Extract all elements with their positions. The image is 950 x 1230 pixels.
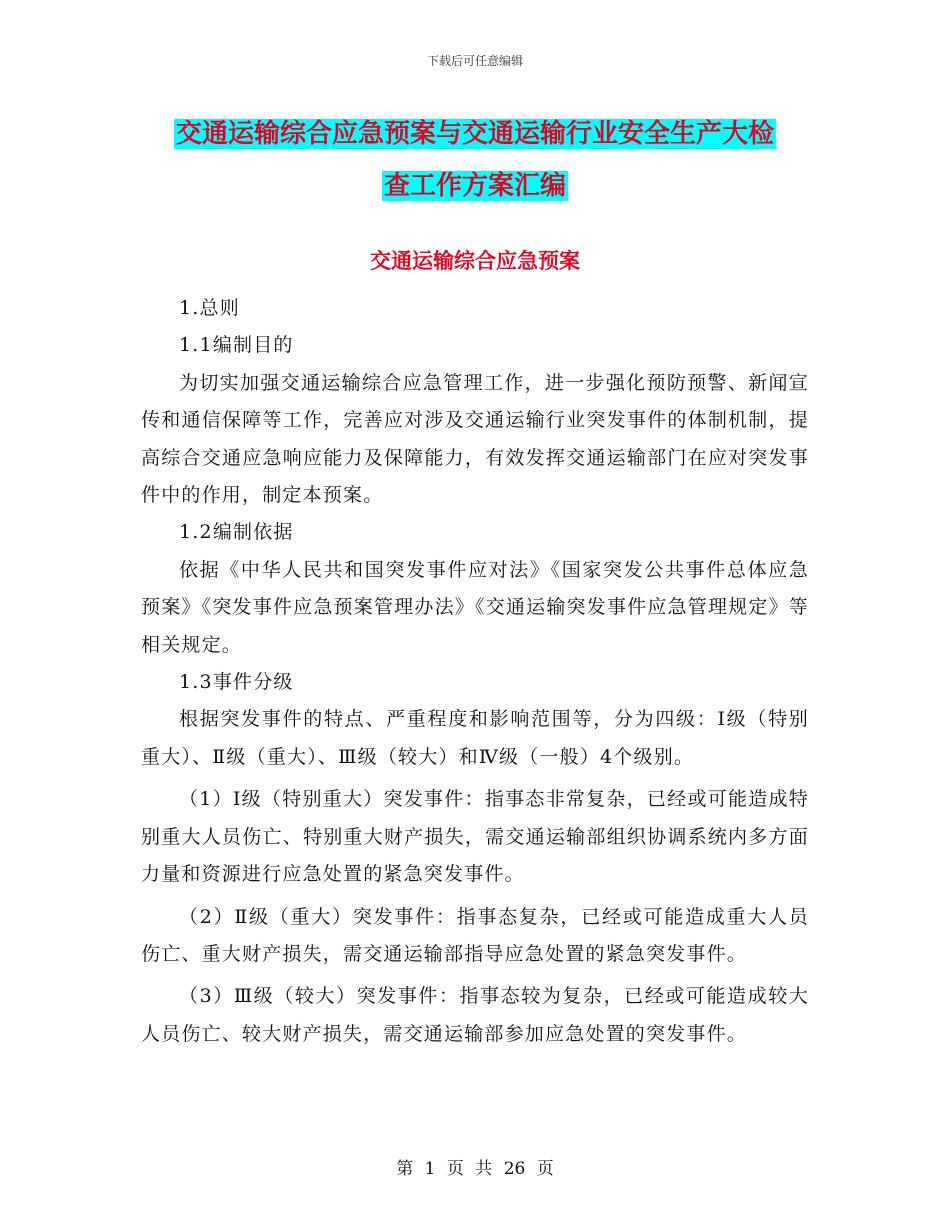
document-title (0, 108, 950, 212)
section-title: 交通运输综合应急预案 (370, 249, 580, 273)
document-title-line-2: 查工作方案汇编 (383, 171, 566, 201)
document-body (141, 290, 809, 1053)
paragraph-level-1: （1）Ⅰ级（特别重大）突发事件：指事态非常复杂，已经或可能造成特别重大人员伤亡、特别重大财产损失，需交通运输部组织协调系统内多方面力量和资源进行应急处置的紧急突发事件。 (141, 788, 809, 886)
heading-purpose: 1.1编制目的 (179, 334, 294, 357)
document-title-line-1: 交通运输综合应急预案与交通运输行业安全生产大检 (175, 119, 774, 149)
header-note: 下载后可任意编辑 (426, 54, 523, 68)
paragraph-classification: 根据突发事件的特点、严重程度和影响范围等，分为四级：Ⅰ级（特别重大）、Ⅱ级（重大）、Ⅲ级（较大）和Ⅳ级（一般）4个级别。 (141, 708, 809, 768)
paragraph-level-3: （3）Ⅲ级（较大）突发事件：指事态较为复杂，已经或可能造成较大人员伤亡、较大财产损失，需交通运输部参加应急处置的突发事件。 (141, 985, 809, 1045)
page-number: 第 1 页 共 26 页 (396, 1159, 554, 1179)
paragraph-level-2: （2）Ⅱ级（重大）突发事件：指事态复杂，已经或可能造成重大人员伤亡、重大财产损失，需交通运输部指导应急处置的紧急突发事件。 (141, 905, 809, 965)
heading-basis: 1.2编制依据 (179, 521, 294, 544)
heading-general: 1.总则 (179, 297, 240, 319)
paragraph-basis: 依据《中华人民共和国突发事件应对法》《国家突发公共事件总体应急预案》《突发事件应急预案管理办法》《交通运输突发事件应急管理规定》等相关规定。 (141, 558, 809, 656)
paragraph-purpose: 为切实加强交通运输综合应急管理工作，进一步强化预防预警、新闻宣传和通信保障等工作，完善应对涉及交通运输行业突发事件的体制机制，提高综合交通应急响应能力及保障能力，有效发挥交通运输部门在应对突发事件中的作用，制定本预案。 (141, 371, 809, 507)
heading-classification: 1.3事件分级 (179, 671, 294, 694)
